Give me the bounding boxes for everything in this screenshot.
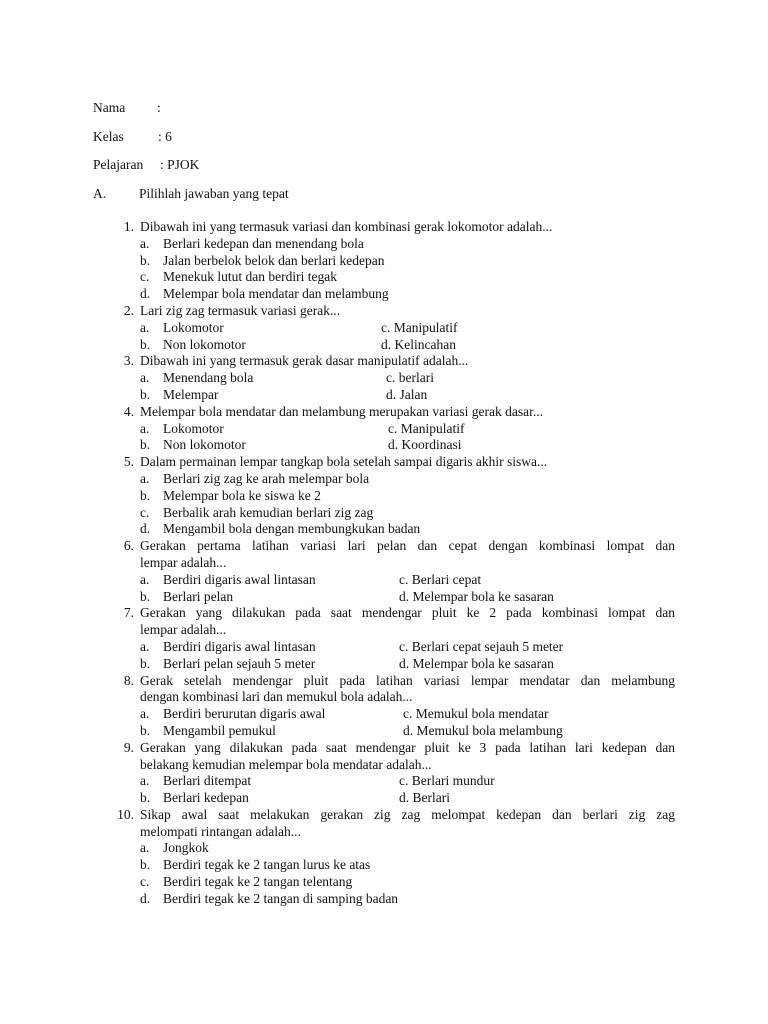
- option-letter: a.: [140, 706, 150, 722]
- option-text: Menekuk lutut dan berdiri tegak: [163, 269, 337, 285]
- answer-option: [0, 723, 768, 740]
- answer-option: [0, 639, 768, 656]
- answer-option: [0, 387, 768, 404]
- question-number: 10.: [117, 806, 134, 822]
- answer-option: [0, 857, 768, 874]
- option-text: Melempar: [163, 386, 219, 402]
- question-text: Dalam permainan lempar tangkap bola setelah sampai digaris akhir siswa...: [140, 454, 548, 470]
- option-letter: d.: [140, 286, 151, 302]
- answer-option: [0, 253, 768, 270]
- option-letter: a.: [140, 470, 150, 486]
- option-right-text: d. Berlari: [399, 790, 450, 806]
- question-number: 5.: [123, 454, 134, 470]
- question-text: Melempar bola mendatar dan melambung merupakan variasi gerak dasar...: [140, 403, 543, 419]
- option-right-text: c. Berlari cepat: [399, 571, 482, 587]
- option-right-text: d. Koordinasi: [388, 437, 462, 453]
- option-text: Lokomotor: [163, 420, 224, 436]
- question-text: Lari zig zag termasuk variasi gerak...: [140, 302, 341, 318]
- option-right-text: c. Memukul bola mendatar: [403, 706, 549, 722]
- question-item: [0, 454, 768, 538]
- question-text: Gerakan yang dilakukan pada saat mendengar pluit ke 2 pada kombinasi lompat dan: [140, 605, 675, 621]
- answer-option: [0, 840, 768, 857]
- option-text: Lokomotor: [163, 319, 224, 335]
- option-letter: a.: [140, 235, 150, 251]
- pelajaran-label: Pelajaran: [93, 157, 144, 172]
- option-letter: a.: [140, 420, 150, 436]
- option-letter: b.: [140, 655, 151, 671]
- option-text: Melempar bola ke siswa ke 2: [163, 487, 321, 503]
- option-text: Berdiri berurutan digaris awal: [163, 706, 326, 722]
- question-text: Dibawah ini yang termasuk gerak dasar manipulatif adalah...: [140, 353, 469, 369]
- option-right-text: d. Melempar bola ke sasaran: [399, 655, 554, 671]
- answer-option: [0, 572, 768, 589]
- answer-option: [0, 488, 768, 505]
- question-item: [0, 303, 768, 353]
- option-letter: d.: [140, 521, 151, 537]
- question-text: Gerakan yang dilakukan pada saat mendengar pluit ke 3 pada latihan lari kedepan dan: [140, 739, 675, 755]
- option-text: Jalan berbelok belok dan berlari kedepan: [163, 252, 385, 268]
- option-text: Berdiri digaris awal lintasan: [163, 638, 316, 654]
- question-number: 1.: [123, 219, 134, 234]
- question-number: 6.: [123, 538, 134, 554]
- nama-value: :: [157, 100, 161, 115]
- question-number: 9.: [123, 739, 134, 755]
- option-right-text: d. Jalan: [386, 386, 428, 402]
- kelas-value: : 6: [158, 129, 172, 144]
- answer-option: [0, 874, 768, 891]
- option-text: Berlari kedepan dan menendang bola: [163, 235, 364, 251]
- option-letter: b.: [140, 722, 151, 738]
- question-number: 4.: [123, 403, 134, 419]
- answer-option: [0, 505, 768, 522]
- question-item: [0, 605, 768, 672]
- option-letter: c.: [140, 269, 150, 285]
- option-right-text: c. Berlari mundur: [399, 773, 495, 789]
- option-letter: b.: [140, 386, 151, 402]
- answer-option: [0, 337, 768, 354]
- option-letter: a.: [140, 571, 150, 587]
- option-letter: b.: [140, 857, 151, 873]
- option-text: Berbalik arah kemudian berlari zig zag: [163, 504, 374, 520]
- option-text: Berdiri digaris awal lintasan: [163, 571, 316, 587]
- question-text: melompati rintangan adalah...: [140, 823, 301, 839]
- option-text: Berlari kedepan: [163, 790, 249, 806]
- option-letter: a.: [140, 638, 150, 654]
- question-text: lempar adalah...: [140, 622, 227, 638]
- question-number: 8.: [123, 672, 134, 688]
- option-right-text: c. Manipulatif: [388, 420, 465, 436]
- option-text: Jongkok: [163, 840, 209, 856]
- answer-option: [0, 773, 768, 790]
- answer-option: [0, 320, 768, 337]
- answer-option: [0, 521, 768, 538]
- question-item: [0, 404, 768, 454]
- option-letter: b.: [140, 790, 151, 806]
- option-text: Non lokomotor: [163, 437, 246, 453]
- option-text: Berdiri tegak ke 2 tangan telentang: [163, 874, 353, 890]
- option-text: Berlari zig zag ke arah melempar bola: [163, 470, 370, 486]
- option-text: Berdiri tegak ke 2 tangan lurus ke atas: [163, 857, 371, 873]
- question-number: 7.: [123, 605, 134, 621]
- section-letter: A.: [93, 186, 107, 201]
- option-letter: d.: [140, 890, 151, 906]
- question-text: Gerak setelah mendengar pluit pada latihan variasi lempar mendatar dan melambung: [140, 672, 675, 688]
- question-number: 3.: [123, 353, 134, 369]
- option-text: Berlari pelan: [163, 588, 234, 604]
- option-letter: c.: [140, 504, 150, 520]
- question-text: lempar adalah...: [140, 554, 227, 570]
- option-letter: a.: [140, 840, 150, 856]
- option-letter: c.: [140, 874, 150, 890]
- option-text: Berlari pelan sejauh 5 meter: [163, 655, 316, 671]
- option-text: Melempar bola mendatar dan melambung: [163, 286, 389, 302]
- answer-option: [0, 286, 768, 303]
- option-letter: b.: [140, 336, 151, 352]
- answer-option: [0, 421, 768, 438]
- question-text: dengan kombinasi lari dan memukul bola adalah...: [140, 689, 413, 705]
- question-item: [0, 740, 768, 807]
- question-item: [0, 673, 768, 740]
- answer-option: [0, 236, 768, 253]
- answer-option: [0, 790, 768, 807]
- option-letter: b.: [140, 487, 151, 503]
- option-letter: b.: [140, 437, 151, 453]
- question-item: [0, 219, 768, 303]
- answer-option: [0, 370, 768, 387]
- answer-option: [0, 891, 768, 908]
- option-text: Berdiri tegak ke 2 tangan di samping badan: [163, 890, 399, 906]
- answer-option: [0, 589, 768, 606]
- section-title: Pilihlah jawaban yang tepat: [139, 186, 289, 201]
- option-text: Berlari ditempat: [163, 773, 252, 789]
- option-right-text: c. berlari: [386, 370, 434, 386]
- option-right-text: d. Memukul bola melambung: [403, 722, 563, 738]
- kelas-label: Kelas: [93, 129, 124, 144]
- question-item: [0, 538, 768, 605]
- question-text: Sikap awal saat melakukan gerakan zig zag melompat kedepan dan berlari zig zag: [140, 806, 675, 822]
- answer-option: [0, 471, 768, 488]
- question-item: [0, 353, 768, 403]
- option-text: Non lokomotor: [163, 336, 246, 352]
- question-number: 2.: [123, 302, 134, 318]
- option-right-text: d. Kelincahan: [381, 336, 456, 352]
- option-letter: a.: [140, 319, 150, 335]
- answer-option: [0, 656, 768, 673]
- option-text: Mengambil bola dengan membungkukan badan: [163, 521, 421, 537]
- answer-option: [0, 437, 768, 454]
- answer-option: [0, 269, 768, 286]
- question-text: belakang kemudian melempar bola mendatar adalah...: [140, 756, 432, 772]
- option-text: Mengambil pemukul: [163, 722, 276, 738]
- option-right-text: c. Berlari cepat sejauh 5 meter: [399, 638, 564, 654]
- question-list: [0, 219, 768, 908]
- question-item: [0, 807, 768, 908]
- option-letter: a.: [140, 370, 150, 386]
- answer-option: [0, 706, 768, 723]
- option-letter: b.: [140, 588, 151, 604]
- pelajaran-value: : PJOK: [160, 157, 200, 172]
- option-right-text: c. Manipulatif: [381, 319, 458, 335]
- option-text: Menendang bola: [163, 370, 254, 386]
- option-letter: b.: [140, 252, 151, 268]
- question-text: Dibawah ini yang termasuk variasi dan kombinasi gerak lokomotor adalah...: [140, 219, 553, 234]
- question-text: Gerakan pertama latihan variasi lari pelan dan cepat dengan kombinasi lompat dan: [140, 538, 675, 554]
- option-letter: a.: [140, 773, 150, 789]
- option-right-text: d. Melempar bola ke sasaran: [399, 588, 554, 604]
- nama-label: Nama: [93, 100, 126, 115]
